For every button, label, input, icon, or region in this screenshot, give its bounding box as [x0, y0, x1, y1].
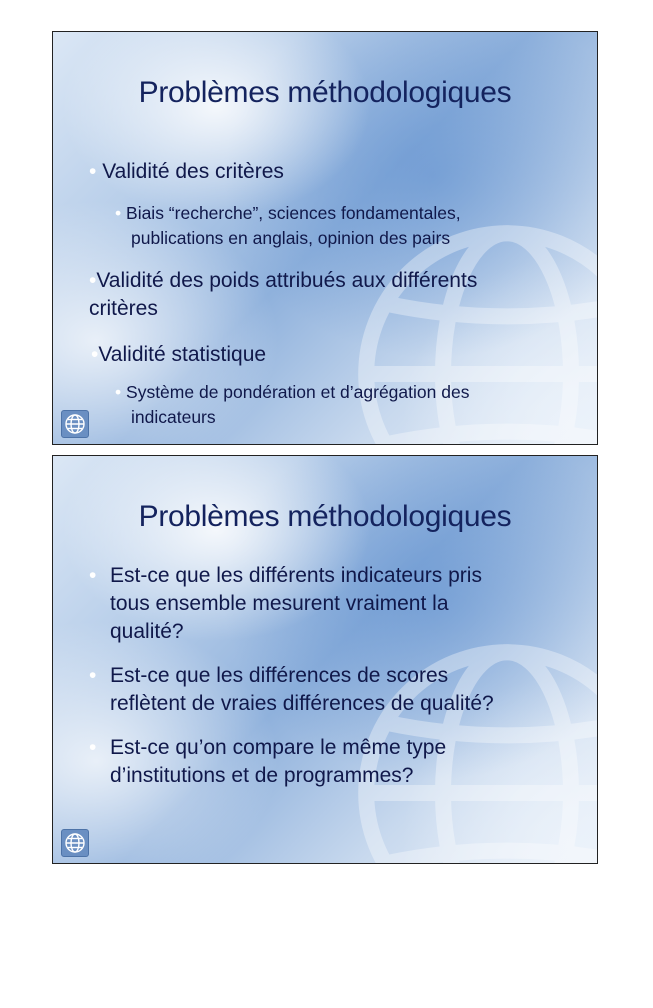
slide-1 [52, 31, 598, 445]
bullet-continuation: critères [89, 297, 158, 320]
sub-bullet-continuation: publications en anglais, opinion des pairs [131, 228, 451, 248]
bullet-item [89, 735, 96, 760]
bullet-item [89, 563, 96, 588]
bullet-marker: • [89, 269, 97, 292]
bullet-item [91, 342, 266, 367]
bullet-marker: • [89, 736, 97, 759]
bullet-marker: • [89, 564, 97, 587]
world-logo-icon [61, 410, 89, 438]
bullet-text: Système de pondération et d’agrégation des [126, 382, 470, 402]
bullet-text: Validité des critères [102, 160, 284, 183]
sub-bullet-continuation: indicateurs [131, 407, 216, 427]
bullet-line: qualité? [110, 620, 184, 643]
bullet-marker: • [115, 203, 122, 223]
bullet-text: Biais “recherche”, sciences fondamentales, [126, 203, 461, 223]
world-logo-icon [61, 829, 89, 857]
bullet-item [89, 663, 96, 688]
slide-2 [52, 455, 598, 864]
bullet-marker: • [115, 382, 122, 402]
bullet-marker: • [89, 664, 97, 687]
bullet-marker: • [91, 343, 99, 366]
bullet-item [89, 268, 477, 293]
sub-bullet-item [115, 203, 461, 224]
bullet-line: d’institutions et de programmes? [110, 764, 414, 787]
bullet-text: Validité statistique [98, 343, 267, 366]
slide-title: Problèmes méthodologiques [138, 76, 512, 109]
slide-title: Problèmes méthodologiques [138, 500, 512, 533]
bullet-marker: • [89, 160, 97, 183]
bullet-line: tous ensemble mesurent vraiment la [110, 592, 449, 615]
bullet-line: Est-ce qu’on compare le même type [110, 736, 447, 759]
bullet-line: Est-ce que les différents indicateurs pris [110, 564, 482, 587]
bullet-line: Est-ce que les différences de scores [110, 664, 449, 687]
sub-bullet-item [115, 382, 469, 403]
bullet-text: Validité des poids attribués aux différents [96, 269, 478, 292]
bullet-item [89, 159, 284, 184]
bullet-line: reflètent de vraies différences de qualité? [110, 692, 494, 715]
